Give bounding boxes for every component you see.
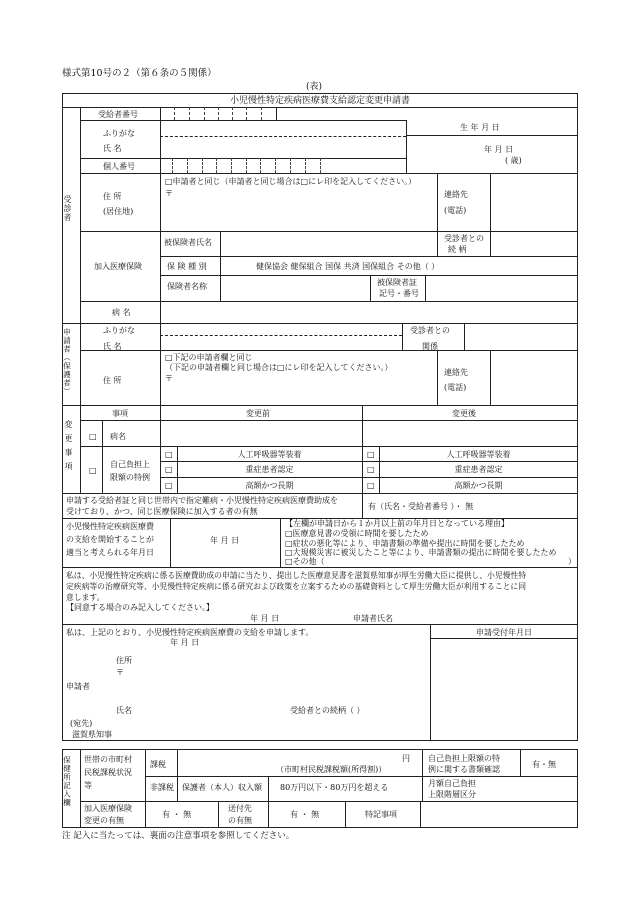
patient-relation-label-1: 受診者との (444, 234, 484, 243)
tax-status-1: 世帯の市町村 (84, 755, 132, 764)
declaration-name-label: 氏名 (116, 706, 132, 715)
after-severe-label: 重症患者認定 (454, 465, 503, 474)
special-doc-yes-no[interactable]: 有・無 (532, 760, 556, 769)
start-date-label-1: 小児慢性特定疾病医療費 (66, 522, 154, 531)
same-household-answer[interactable]: 有（氏名・受給者番号 ）・ 無 (368, 502, 474, 511)
reason-2[interactable]: □症状の悪化等により、申請書類の準備や提出に時間を要したため (285, 539, 525, 548)
applicant-relation-label-1: 受診者との (410, 326, 450, 335)
consent-date-format[interactable]: 年 月 日 (250, 614, 280, 623)
destination-1: 送付先 (228, 804, 252, 813)
insurer-section-label: 保健所記入欄 (62, 756, 72, 807)
changes-section-label: 変更事項 (64, 420, 73, 476)
before-ventilator-label: 人工呼吸器等装着 (237, 450, 302, 459)
patient-section-label: 受診者 (63, 195, 72, 222)
after-severe-checkbox[interactable]: □ (367, 465, 375, 474)
changes-col-after: 変更後 (452, 409, 476, 418)
applicant-address-label: 住 所 (103, 376, 122, 385)
before-severe-checkbox[interactable]: □ (165, 465, 173, 474)
insurance-change-yes-no[interactable]: 有 ・ 無 (162, 810, 192, 819)
insured-name-label: 被保険者氏名 (164, 238, 212, 247)
birth-date-format: 年 月 日 (484, 145, 514, 154)
tax-status-2: 民税課税状況 (84, 768, 132, 777)
declaration-postal-mark: 〒 (116, 668, 124, 677)
change-row-special-1: 自己負担上 (110, 460, 150, 469)
reason-3[interactable]: □大規模災害に被災したこと等により、申請書類の提出に時間を要したため (285, 548, 557, 557)
patient-same-as-applicant[interactable]: □申請者と同じ（申請者と同じ場合は□にレ印を記入してください。） (165, 177, 417, 186)
patient-phone-label: (電話) (444, 206, 467, 215)
consent-signer-label: 申請者氏名 (353, 614, 393, 623)
insurer-name-label: 保険者名称 (167, 282, 207, 291)
consent-text-3: 意します。 (66, 593, 105, 602)
patient-name-label: 氏 名 (103, 144, 122, 153)
disease-label: 病 名 (112, 308, 131, 317)
declaration-address-label: 住所 (116, 656, 132, 665)
declaration-text: 私は、上記のとおり、小児慢性特定疾病医療費の支給を申請します。 (66, 628, 314, 637)
applicant-postal-mark: 〒 (165, 374, 173, 383)
income-range[interactable]: 80万円以下・80万円を超える (280, 783, 389, 792)
same-household-text-2: 受けており、かつ、同じ医療保険に加入する者の有無 (66, 507, 258, 516)
individual-number-label: 個人番号 (103, 162, 135, 171)
tax-amount-note: （市町村民税課税額(所得割)） (276, 765, 387, 774)
reason-4[interactable]: □その他（ (285, 557, 325, 566)
before-ventilator-checkbox[interactable]: □ (165, 450, 173, 459)
insurance-label: 加入医療保険 (94, 262, 142, 271)
insurance-types[interactable]: 健保協会 健保組合 国保 共済 国保組合 その他（ ） (256, 262, 440, 271)
declaration-applicant-label: 申請者 (66, 682, 90, 691)
form-title: 小児慢性特定疾病医療費支給認定変更申請書 (229, 96, 410, 106)
start-date-label-2: の支給を開始することが (66, 535, 154, 544)
special-change-checkbox[interactable]: □ (89, 466, 97, 475)
changes-col-item: 事項 (112, 409, 128, 418)
footnote: 注 記入に当たっては、裏面の注意事項を参照してください。 (62, 831, 295, 841)
destination-yes-no[interactable]: 有 ・ 無 (290, 810, 320, 819)
destination-2: の有無 (228, 816, 252, 825)
changes-col-before: 変更前 (246, 409, 270, 418)
residence-label: (居住地) (103, 207, 134, 216)
insurance-change-1: 加入医療保険 (84, 804, 132, 813)
tax-status-3: 等 (84, 781, 92, 790)
applicant-section-label: 申請者（保護者） (62, 328, 72, 396)
declaration-relation-label[interactable]: 受給者との続柄（ ） (290, 706, 365, 715)
taxed-label: 課税 (150, 760, 166, 769)
addressee-1: (宛先) (70, 719, 93, 728)
special-doc-1: 自己負担上限額の特 (428, 754, 500, 763)
after-highcost-checkbox[interactable]: □ (367, 481, 375, 490)
before-severe-label: 重症患者認定 (245, 465, 294, 474)
before-highcost-checkbox[interactable]: □ (165, 481, 173, 490)
patient-postal-mark: 〒 (165, 189, 173, 198)
received-date-label: 申請受付年月日 (476, 628, 532, 637)
age-format: ( 歳) (505, 156, 522, 165)
reason-1[interactable]: □医療意見書の受領に時間を要したため (285, 529, 429, 538)
applicant-phone-label: (電話) (444, 383, 467, 392)
applicant-furigana-label: ふりがな (103, 326, 135, 335)
monthly-limit-1: 月額自己負担 (428, 779, 476, 788)
special-doc-2: 例に関する書類確認 (428, 765, 500, 774)
insurance-change-2: 変更の有無 (84, 816, 124, 825)
consent-agree-note: 【同意する場合のみ記入してください。】 (66, 603, 214, 612)
insured-cert-label-2: 記号・番号 (379, 289, 419, 298)
applicant-same-as-below-1[interactable]: □下記の申請者欄と同じ (165, 353, 253, 362)
nontaxed-label: 非課税 (150, 783, 174, 792)
change-row-special-2: 限額の特例 (110, 473, 150, 482)
patient-furigana-label: ふりがな (103, 129, 135, 138)
applicant-same-as-below-2: （下記の申請者欄と同じ場合は□にレ印を記入してください。） (165, 363, 393, 372)
consent-text-2: 定疾病等の治療研究等、小児慢性特定疾病に係る研究および政策を立案するための基礎資料として厚生労働大臣が利用することに同 (66, 582, 527, 591)
after-ventilator-checkbox[interactable]: □ (367, 450, 375, 459)
patient-address-label: 住 所 (103, 192, 122, 201)
insurance-type-label: 保 険 種 別 (167, 262, 207, 271)
monthly-limit-2: 上限階層区分 (428, 790, 476, 799)
disease-change-checkbox[interactable]: □ (89, 432, 97, 441)
addressee-2: 滋賀県知事 (72, 730, 112, 739)
start-date-format[interactable]: 年 月 日 (210, 536, 240, 545)
insured-cert-label-1: 被保険者証 (377, 278, 417, 287)
declaration-date-format[interactable]: 年 月 日 (170, 638, 200, 647)
form-number: 様式第10号の２（第６条の５関係） (62, 68, 217, 79)
recipient-number-label: 受給者番号 (98, 110, 138, 119)
same-household-text-1: 申請する受給者証と同じ世帯内で指定難病・小児慢性特定疾病医療費助成を (66, 496, 338, 505)
before-highcost-label: 高額かつ長期 (245, 481, 294, 490)
after-ventilator-label: 人工呼吸器等装着 (446, 450, 511, 459)
start-date-label-3: 適当と考えられる年月日 (66, 548, 154, 557)
after-highcost-label: 高額かつ長期 (454, 481, 503, 490)
patient-relation-label-2: 続 柄 (448, 245, 467, 254)
consent-text-1: 私は、小児慢性特定疾病に係る医療費助成の申請に当たり、提出した医療意見書を滋賀県知事が厚生労働大臣に提供し、小児慢性特 (66, 571, 527, 580)
guardian-income: 保護者（本人）収入額 (182, 783, 262, 792)
form-side: (表) (306, 82, 323, 92)
applicant-relation-label-2: 関係 (422, 342, 438, 351)
special-matters: 特記事項 (365, 810, 397, 819)
birth-label: 生 年 月 日 (460, 123, 500, 132)
reason-title: 【左欄が申請日から１か月以上前の年月日となっている理由】 (285, 519, 509, 528)
reason-close: ） (568, 557, 576, 566)
applicant-name-label: 氏 名 (103, 342, 122, 351)
patient-contact-label: 連絡先 (444, 190, 468, 199)
applicant-contact-label: 連絡先 (444, 368, 468, 377)
yen-label: 円 (402, 754, 410, 763)
change-row-disease: 病名 (110, 432, 126, 441)
form-frame (62, 93, 578, 741)
